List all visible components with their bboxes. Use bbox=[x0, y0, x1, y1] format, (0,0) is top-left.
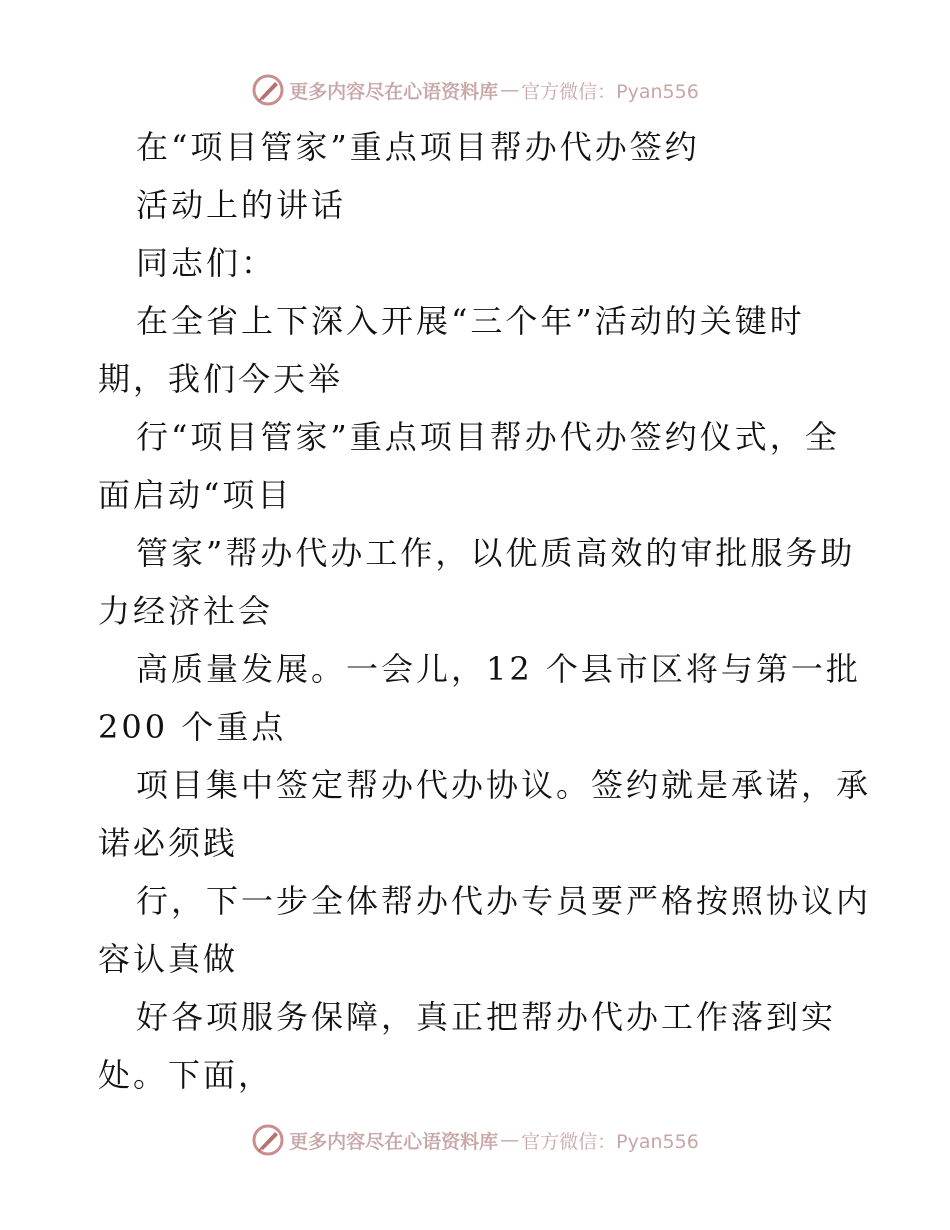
watermark-dash: — bbox=[500, 1129, 520, 1151]
text-line: 好各项服务保障，真正把帮办代办工作落到实 bbox=[136, 998, 837, 1036]
text-line: 200 个重点 bbox=[98, 708, 287, 746]
text-line: 活动上的讲话 bbox=[136, 186, 347, 224]
text-line: 项目集中签定帮办代办协议。签约就是承诺，承 bbox=[136, 766, 872, 804]
watermark-wechat: 官方微信：Pyan556 bbox=[521, 1130, 699, 1153]
watermark-wechat: 官方微信：Pyan556 bbox=[521, 80, 699, 103]
watermark-text: 更多内容尽在心语资料库 bbox=[289, 1130, 499, 1153]
text-line: 处。下面， bbox=[98, 1056, 274, 1094]
footer-watermark bbox=[0, 1120, 950, 1160]
quill-logo-icon bbox=[251, 73, 285, 107]
text-line: 诺必须践 bbox=[98, 824, 239, 862]
text-line: 行“项目管家”重点项目帮办代办签约仪式，全 bbox=[136, 418, 840, 456]
text-line: 力经济社会 bbox=[98, 592, 274, 630]
text-line: 在全省上下深入开展“三个年”活动的关键时 bbox=[136, 302, 805, 340]
quill-logo-icon bbox=[251, 1123, 285, 1157]
text-line: 期，我们今天举 bbox=[98, 360, 344, 398]
text-line: 管家”帮办代办工作，以优质高效的审批服务助 bbox=[136, 534, 856, 572]
text-line: 容认真做 bbox=[98, 940, 239, 978]
text-line: 面启动“项目 bbox=[98, 476, 293, 514]
watermark-dash: — bbox=[500, 79, 520, 101]
header-watermark bbox=[0, 70, 950, 110]
text-line: 高质量发展。一会儿，12 个县市区将与第一批 bbox=[136, 650, 861, 688]
text-line: 行，下一步全体帮办代办专员要严格按照协议内 bbox=[136, 882, 872, 920]
text-line: 同志们： bbox=[136, 244, 277, 282]
watermark-text: 更多内容尽在心语资料库 bbox=[289, 80, 499, 103]
text-line: 在“项目管家”重点项目帮办代办签约 bbox=[136, 128, 700, 166]
